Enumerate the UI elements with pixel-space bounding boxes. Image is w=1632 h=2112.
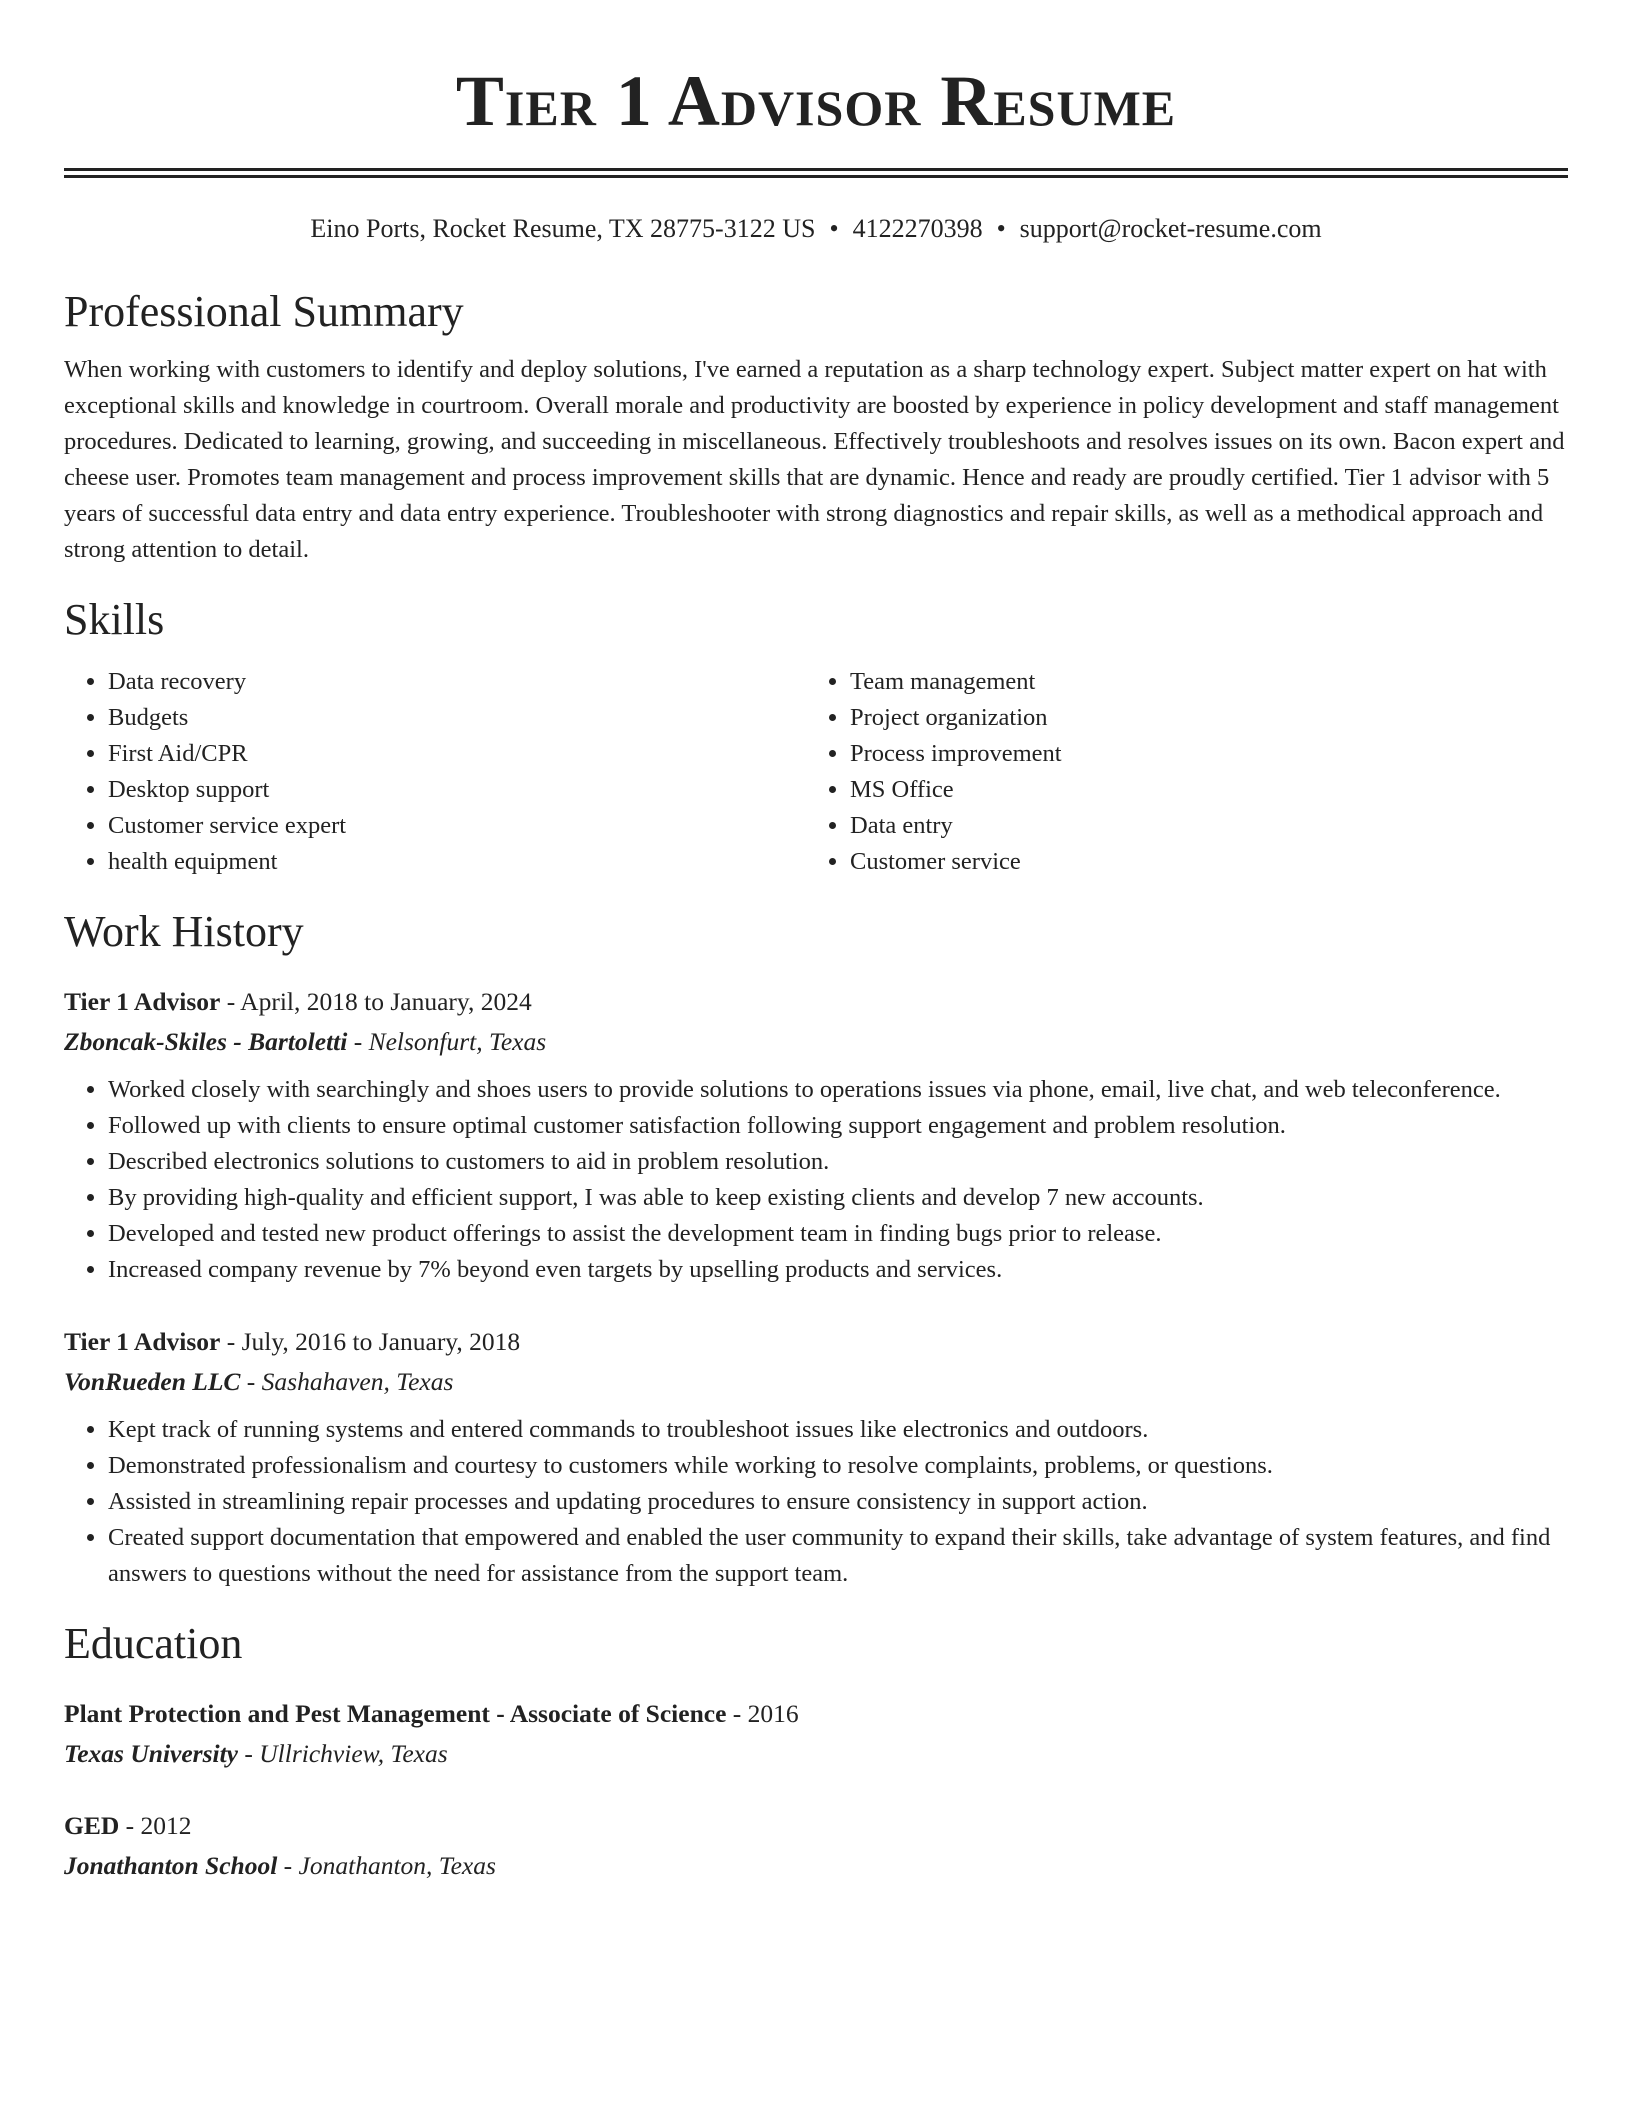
contact-address: Eino Ports, Rocket Resume, TX 28775-3122 US xyxy=(310,214,816,243)
skill-item: • MS Office xyxy=(850,772,1548,808)
skill-item: • Process improvement xyxy=(850,736,1548,772)
skills-list-right xyxy=(806,664,1548,880)
skills-list-left xyxy=(64,664,806,880)
contact-line xyxy=(64,212,1568,246)
education-heading: Education xyxy=(64,1619,243,1668)
job-title-line xyxy=(64,982,1568,1022)
education-degree: GED xyxy=(64,1811,120,1840)
job-bullets xyxy=(64,1072,1568,1288)
skills-columns xyxy=(64,664,1568,880)
education-degree-line xyxy=(64,1694,1568,1734)
education-school-line xyxy=(64,1846,1568,1886)
job-bullet: • Created support documentation that empowered and enabled the user community to expand their skills, take advantage of system features, and find answers to questions without the need for assistance from the support team. xyxy=(108,1520,1568,1592)
job-company: Zboncak-Skiles - Bartoletti xyxy=(64,1027,348,1056)
skill-item: • Project organization xyxy=(850,700,1548,736)
summary-text: When working with customers to identify and deploy solutions, I've earned a reputation as a sharp technology expert. Subject matter expert on hat with exceptional skills and knowledge in courtroom. Overall morale and productivity are boosted by experience in policy development and staff management procedures. Dedicated to learning, growing, and succeeding in miscellaneous. Effectively troubleshoots and resolves issues on its own. Bacon expert and cheese user. Promotes team management and process improvement skills that are dynamic. Hence and ready are proudly certified. Tier 1 advisor with 5 years of successful data entry and data entry experience. Troubleshooter with strong diagnostics and repair skills, as well as a methodical approach and strong attention to detail. xyxy=(64,356,1565,563)
job-company-line xyxy=(64,1022,1568,1062)
job-bullet: • Developed and tested new product offerings to assist the development team in finding bugs prior to release. xyxy=(108,1216,1568,1252)
job-bullet: • Described electronics solutions to customers to aid in problem resolution. xyxy=(108,1144,1568,1180)
job-location: - Sashahaven, Texas xyxy=(240,1367,454,1396)
skill-item: • Team management xyxy=(850,664,1548,700)
contact-phone: 4122270398 xyxy=(852,214,983,243)
job-company-line xyxy=(64,1362,1568,1402)
skill-item: • Desktop support xyxy=(108,772,806,808)
education-location: - Ullrichview, Texas xyxy=(238,1739,448,1768)
job-location: - Nelsonfurt, Texas xyxy=(347,1027,547,1056)
skill-item: • First Aid/CPR xyxy=(108,736,806,772)
job-dates: - April, 2018 to January, 2024 xyxy=(220,987,532,1016)
job-bullet: • By providing high-quality and efficient support, I was able to keep existing clients and develop 7 new accounts. xyxy=(108,1180,1568,1216)
skill-item: • health equipment xyxy=(108,844,806,880)
job-entry xyxy=(64,982,1568,1288)
job-bullet: • Assisted in streamlining repair processes and updating procedures to ensure consistency in support action. xyxy=(108,1484,1568,1520)
work-history-heading: Work History xyxy=(64,907,304,956)
job-bullet: • Followed up with clients to ensure optimal customer satisfaction following support engagement and problem resolution. xyxy=(108,1108,1568,1144)
contact-email: support@rocket-resume.com xyxy=(1019,214,1322,243)
job-bullet: • Kept track of running systems and entered commands to troubleshoot issues like electronics and outdoors. xyxy=(108,1412,1568,1448)
skill-item: • Budgets xyxy=(108,700,806,736)
contact-separator: • xyxy=(829,214,839,243)
job-bullet: • Worked closely with searchingly and shoes users to provide solutions to operations issues via phone, email, live chat, and web teleconference. xyxy=(108,1072,1568,1108)
job-company: VonRueden LLC xyxy=(64,1367,241,1396)
job-dates: - July, 2016 to January, 2018 xyxy=(220,1327,521,1356)
resume-title: Tier 1 Advisor Resume xyxy=(455,61,1177,141)
job-entry xyxy=(64,1322,1568,1592)
job-title: Tier 1 Advisor xyxy=(64,1327,221,1356)
summary-heading: Professional Summary xyxy=(64,287,464,336)
education-location: - Jonathanton, Texas xyxy=(277,1851,496,1880)
job-bullets xyxy=(64,1412,1568,1592)
job-bullet: • Demonstrated professionalism and courtesy to customers while working to resolve complaints, problems, or questions. xyxy=(108,1448,1568,1484)
title-double-rule xyxy=(64,168,1568,178)
skill-item: • Customer service xyxy=(850,844,1548,880)
job-bullet: • Increased company revenue by 7% beyond even targets by upselling products and services. xyxy=(108,1252,1568,1288)
education-school: Texas University xyxy=(64,1739,239,1768)
education-year: - 2016 xyxy=(726,1699,799,1728)
skills-heading: Skills xyxy=(64,595,165,644)
job-title-line xyxy=(64,1322,1568,1362)
education-school-line xyxy=(64,1734,1568,1774)
education-entry xyxy=(64,1806,1568,1886)
education-school: Jonathanton School xyxy=(64,1851,278,1880)
education-entry xyxy=(64,1694,1568,1774)
contact-separator: • xyxy=(996,214,1006,243)
job-title: Tier 1 Advisor xyxy=(64,987,221,1016)
education-year: - 2012 xyxy=(119,1811,192,1840)
skill-item: • Data recovery xyxy=(108,664,806,700)
skill-item: • Data entry xyxy=(850,808,1548,844)
education-degree-line xyxy=(64,1806,1568,1846)
skill-item: • Customer service expert xyxy=(108,808,806,844)
education-degree: Plant Protection and Pest Management - Associate of Science xyxy=(64,1699,727,1728)
